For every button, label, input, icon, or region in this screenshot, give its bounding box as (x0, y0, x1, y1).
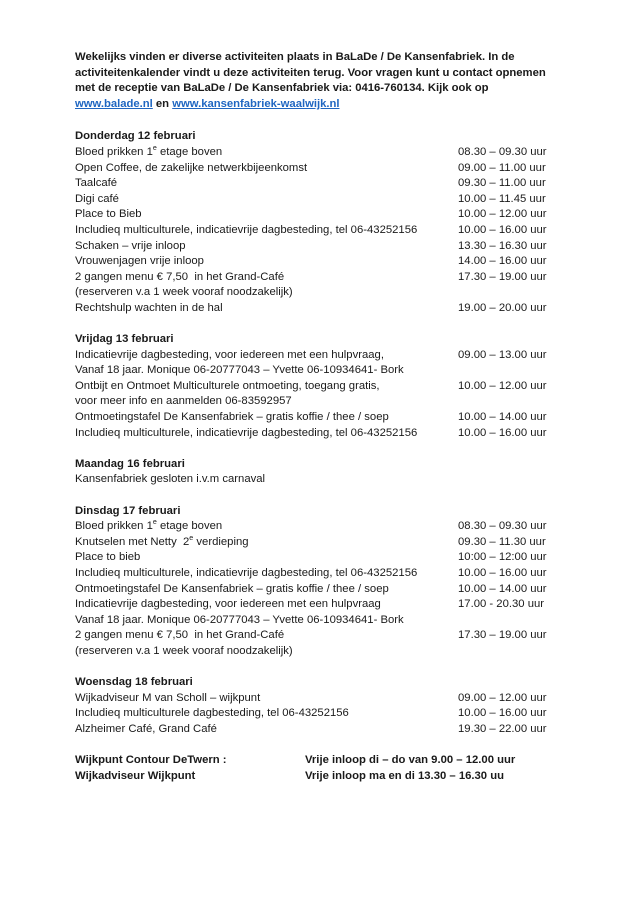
activity-time: 10.00 – 16.00 uur (458, 707, 547, 720)
activity-label: Kansenfabriek gesloten i.v.m carnaval (75, 473, 266, 486)
activity-time: 10.00 – 12.00 uur (458, 379, 547, 392)
activity-row (75, 239, 578, 255)
activity-label: voor meer info en aanmelden 06-83592957 (75, 395, 292, 408)
activity-label: Includieq multiculturele, indicatievrije dagbesteding, tel 06-43252156 (75, 223, 418, 236)
activity-label: Wijkadviseur M van Scholl – wijkpunt (75, 691, 261, 704)
footer-label: Wijkadviseur Wijkpunt (75, 769, 196, 782)
day-heading: Woensdag 18 februari (75, 676, 193, 689)
day-section (75, 675, 578, 737)
activity-label: Digi café (75, 192, 119, 205)
activity-time: 10.00 – 16.00 uur (458, 567, 547, 579)
activity-row (75, 363, 578, 379)
activity-time: 09.30 – 11.30 uur (458, 535, 546, 548)
activity-label: Indicatievrije dagbesteding, voor iedereen met een hulpvraag, (75, 348, 384, 361)
activity-label: Place to Bieb (75, 208, 142, 221)
footer-row (75, 753, 578, 769)
activity-row (75, 379, 578, 395)
activity-label-pre: Bloed prikken 1 (75, 145, 153, 158)
day-section (75, 332, 578, 441)
activity-label: Ontmoetingstafel De Kansenfabriek – gratis koffie / thee / soep (75, 411, 389, 424)
activity-time: 09.00 – 13.00 uur (458, 348, 547, 361)
day-heading: Dinsdag 17 februari (75, 504, 181, 517)
activity-label: Includieq multiculturele, indicatievrije dagbesteding, tel 06-43252156 (75, 567, 418, 579)
activity-label-pre: Knutselen met Netty 2 (75, 535, 190, 548)
day-heading: Donderdag 12 februari (75, 130, 196, 143)
intro-line-3: met de receptie van BaLaDe / De Kansenfabriek via: 0416-760134. Kijk ook op (75, 82, 489, 95)
day-sections (75, 129, 578, 737)
footer-value: Vrije inloop ma en di 13.30 – 16.30 uu (305, 769, 505, 782)
activity-row (75, 691, 578, 707)
activity-row (75, 426, 578, 442)
activity-time: 10.00 – 11.45 uur (458, 192, 546, 205)
activity-row (75, 207, 578, 223)
activity-label: Ontbijt en Ontmoet Multiculturele ontmoeting, toegang gratis, (75, 379, 380, 392)
day-heading: Maandag 16 februari (75, 457, 185, 470)
activity-time: 19.00 – 20.00 uur (458, 301, 547, 314)
activity-row (75, 410, 578, 426)
activity-row (75, 348, 578, 364)
activity-time: 09.00 – 12.00 uur (458, 691, 547, 704)
activity-row (75, 270, 578, 286)
intro-line-1: Wekelijks vinden er diverse activiteiten plaats in BaLaDe / De Kansenfabriek. In de (75, 51, 515, 63)
activity-label-post: etage boven (156, 145, 223, 158)
activity-row (75, 706, 578, 722)
activity-label: (reserveren v.a 1 week vooraf noodzakelijk) (75, 286, 293, 299)
day-section (75, 504, 578, 660)
activity-row (75, 472, 578, 488)
activity-label: Alzheimer Café, Grand Café (75, 722, 217, 735)
activity-row (75, 161, 578, 177)
activity-time: 10:00 – 12:00 uur (458, 551, 547, 564)
activity-row (75, 566, 578, 582)
activity-label-post: etage boven (156, 520, 223, 533)
activity-row (75, 582, 578, 598)
activity-row (75, 223, 578, 239)
activity-time: 17.00 - 20.30 uur (458, 598, 545, 611)
activity-label: Includieq multiculturele, indicatievrije dagbesteding, tel 06-43252156 (75, 426, 418, 439)
balade-website-link[interactable]: www.balade.nl (75, 97, 153, 110)
activity-time: 08.30 – 09.30 uur (458, 145, 547, 158)
activity-label: (reserveren v.a 1 week vooraf noodzakelijk) (75, 644, 293, 657)
activity-label: Schaken – vrije inloop (75, 239, 186, 252)
activity-label (75, 145, 458, 161)
activity-label: Taalcafé (75, 177, 118, 190)
activity-row (75, 628, 578, 644)
activity-row (75, 176, 578, 192)
activity-time: 17.30 – 19.00 uur (458, 270, 547, 283)
activity-time: 13.30 – 16.30 uur (458, 239, 547, 252)
activity-label-pre: Bloed prikken 1 (75, 520, 153, 533)
footer-label: Wijkpunt Contour DeTwern : (75, 754, 227, 767)
activity-label: Open Coffee, de zakelijke netwerkbijeenkomst (75, 161, 308, 174)
activity-label: Vanaf 18 jaar. Monique 06-20777043 – Yvette 06-10934641- Bork (75, 613, 404, 626)
activity-row (75, 644, 578, 660)
activity-row (75, 285, 578, 301)
activity-label: 2 gangen menu € 7,50 in het Grand-Café (75, 629, 285, 642)
activity-label: Includieq multiculturele dagbesteding, tel 06-43252156 (75, 707, 349, 720)
activity-row (75, 192, 578, 208)
activity-time: 08.30 – 09.30 uur (458, 520, 547, 533)
activity-row (75, 301, 578, 317)
footer-info (75, 753, 578, 784)
activity-label: Vrouwenjagen vrije inloop (75, 255, 204, 268)
activity-time: 09.30 – 11.00 uur (458, 177, 546, 190)
activity-label: Indicatievrije dagbesteding, voor iedereen met een hulpvraag (75, 598, 381, 611)
activity-label: Ontmoetingstafel De Kansenfabriek – gratis koffie / thee / soep (75, 582, 389, 595)
activity-row (75, 519, 578, 535)
activity-row (75, 254, 578, 270)
activity-row (75, 394, 578, 410)
activity-time: 19.30 – 22.00 uur (458, 722, 547, 735)
activity-label: Rechtshulp wachten in de hal (75, 301, 223, 314)
activity-label: Vanaf 18 jaar. Monique 06-20777043 – Yvette 06-10934641- Bork (75, 364, 404, 377)
activity-row (75, 535, 578, 551)
ordinal-superscript: e (152, 144, 157, 153)
activity-time: 10.00 – 14.00 uur (458, 582, 547, 595)
intro-conjunction-text: en (155, 97, 170, 110)
activity-time: 10.00 – 12.00 uur (458, 208, 547, 221)
intro-paragraph (75, 50, 578, 112)
activity-label: Place to bieb (75, 551, 141, 564)
activity-time: 17.30 – 19.00 uur (458, 629, 547, 642)
activity-row (75, 722, 578, 738)
kansenfabriek-website-link[interactable]: www.kansenfabriek-waalwijk.nl (172, 97, 340, 110)
day-heading: Vrijdag 13 februari (75, 333, 174, 346)
footer-value: Vrije inloop di – do van 9.00 – 12.00 uur (305, 754, 516, 767)
day-section (75, 129, 578, 316)
activity-label (75, 535, 458, 551)
activity-label (75, 519, 458, 535)
activity-time: 09.00 – 11.00 uur (458, 161, 546, 174)
activity-label-post: verdieping (193, 535, 249, 548)
day-section (75, 457, 578, 488)
activity-time: 10.00 – 16.00 uur (458, 426, 547, 439)
activity-row (75, 613, 578, 629)
ordinal-superscript: e (189, 534, 194, 543)
activity-row (75, 145, 578, 161)
activity-time: 10.00 – 14.00 uur (458, 411, 547, 424)
activity-label: 2 gangen menu € 7,50 in het Grand-Café (75, 270, 285, 283)
intro-line-2: activiteitenkalender vindt u deze activiteiten terug. Voor vragen kunt u contact opnemen (75, 66, 546, 79)
footer-row (75, 769, 578, 785)
activity-time: 14.00 – 16.00 uur (458, 255, 547, 268)
activity-row (75, 597, 578, 613)
activity-row (75, 550, 578, 566)
ordinal-superscript: e (152, 518, 157, 527)
activity-time: 10.00 – 16.00 uur (458, 223, 547, 236)
